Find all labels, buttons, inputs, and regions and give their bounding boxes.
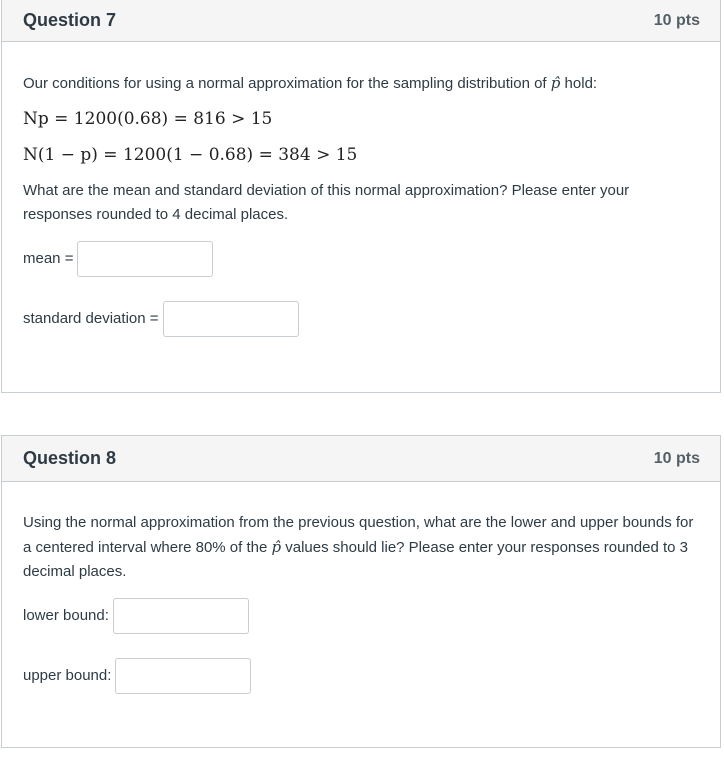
question-7-card [1,0,721,393]
question-7-body [2,71,720,337]
question-7-points: 10 pts [653,11,700,29]
upper-bound-row [23,658,699,694]
question-7-prompt: What are the mean and standard deviation of this normal approximation? Please enter your responses rounded to 4 decimal places. [23,182,630,223]
question-8-points: 10 pts [653,449,700,467]
standard-deviation-label: standard deviation = [23,310,159,327]
upper-bound-label: upper bound: [23,667,112,684]
sd-answer-row [23,301,699,337]
question-8-title: Question 8 [23,448,117,468]
lower-bound-row [23,598,699,634]
mean-label: mean = [23,250,74,267]
p-hat-symbol: p̂ [550,74,561,92]
prompt-text-after: values should lie? Please enter your responses rounded to 3 decimal places. [23,539,689,580]
lower-bound-label: lower bound: [23,607,109,624]
question-7-title: Question 7 [23,10,117,30]
mean-answer-row [23,241,699,277]
question-8-header [2,436,720,482]
lower-bound-input[interactable] [113,598,249,634]
upper-bound-input[interactable] [115,658,251,694]
question-7-intro [23,71,699,96]
question-7-header [2,0,720,42]
equation-np: Np = 1200(0.68) = 816 > 15 [23,109,273,129]
question-8-card [1,435,721,748]
question-8-body [2,511,720,694]
p-hat-symbol: p̂ [271,538,282,556]
intro-text-before: Our conditions for using a normal approximation for the sampling distribution of [23,75,551,92]
mean-input[interactable] [77,241,213,277]
prompt-text-before: Using the normal approximation from the previous question, what are the lower and upper bounds for a centered interval where 80% of the [23,514,694,556]
question-8-prompt [23,511,699,584]
equation-n-one-minus-p: N(1 − p) = 1200(1 − 0.68) = 384 > 15 [23,145,358,165]
standard-deviation-input[interactable] [163,301,299,337]
intro-text-after: hold: [560,75,598,92]
